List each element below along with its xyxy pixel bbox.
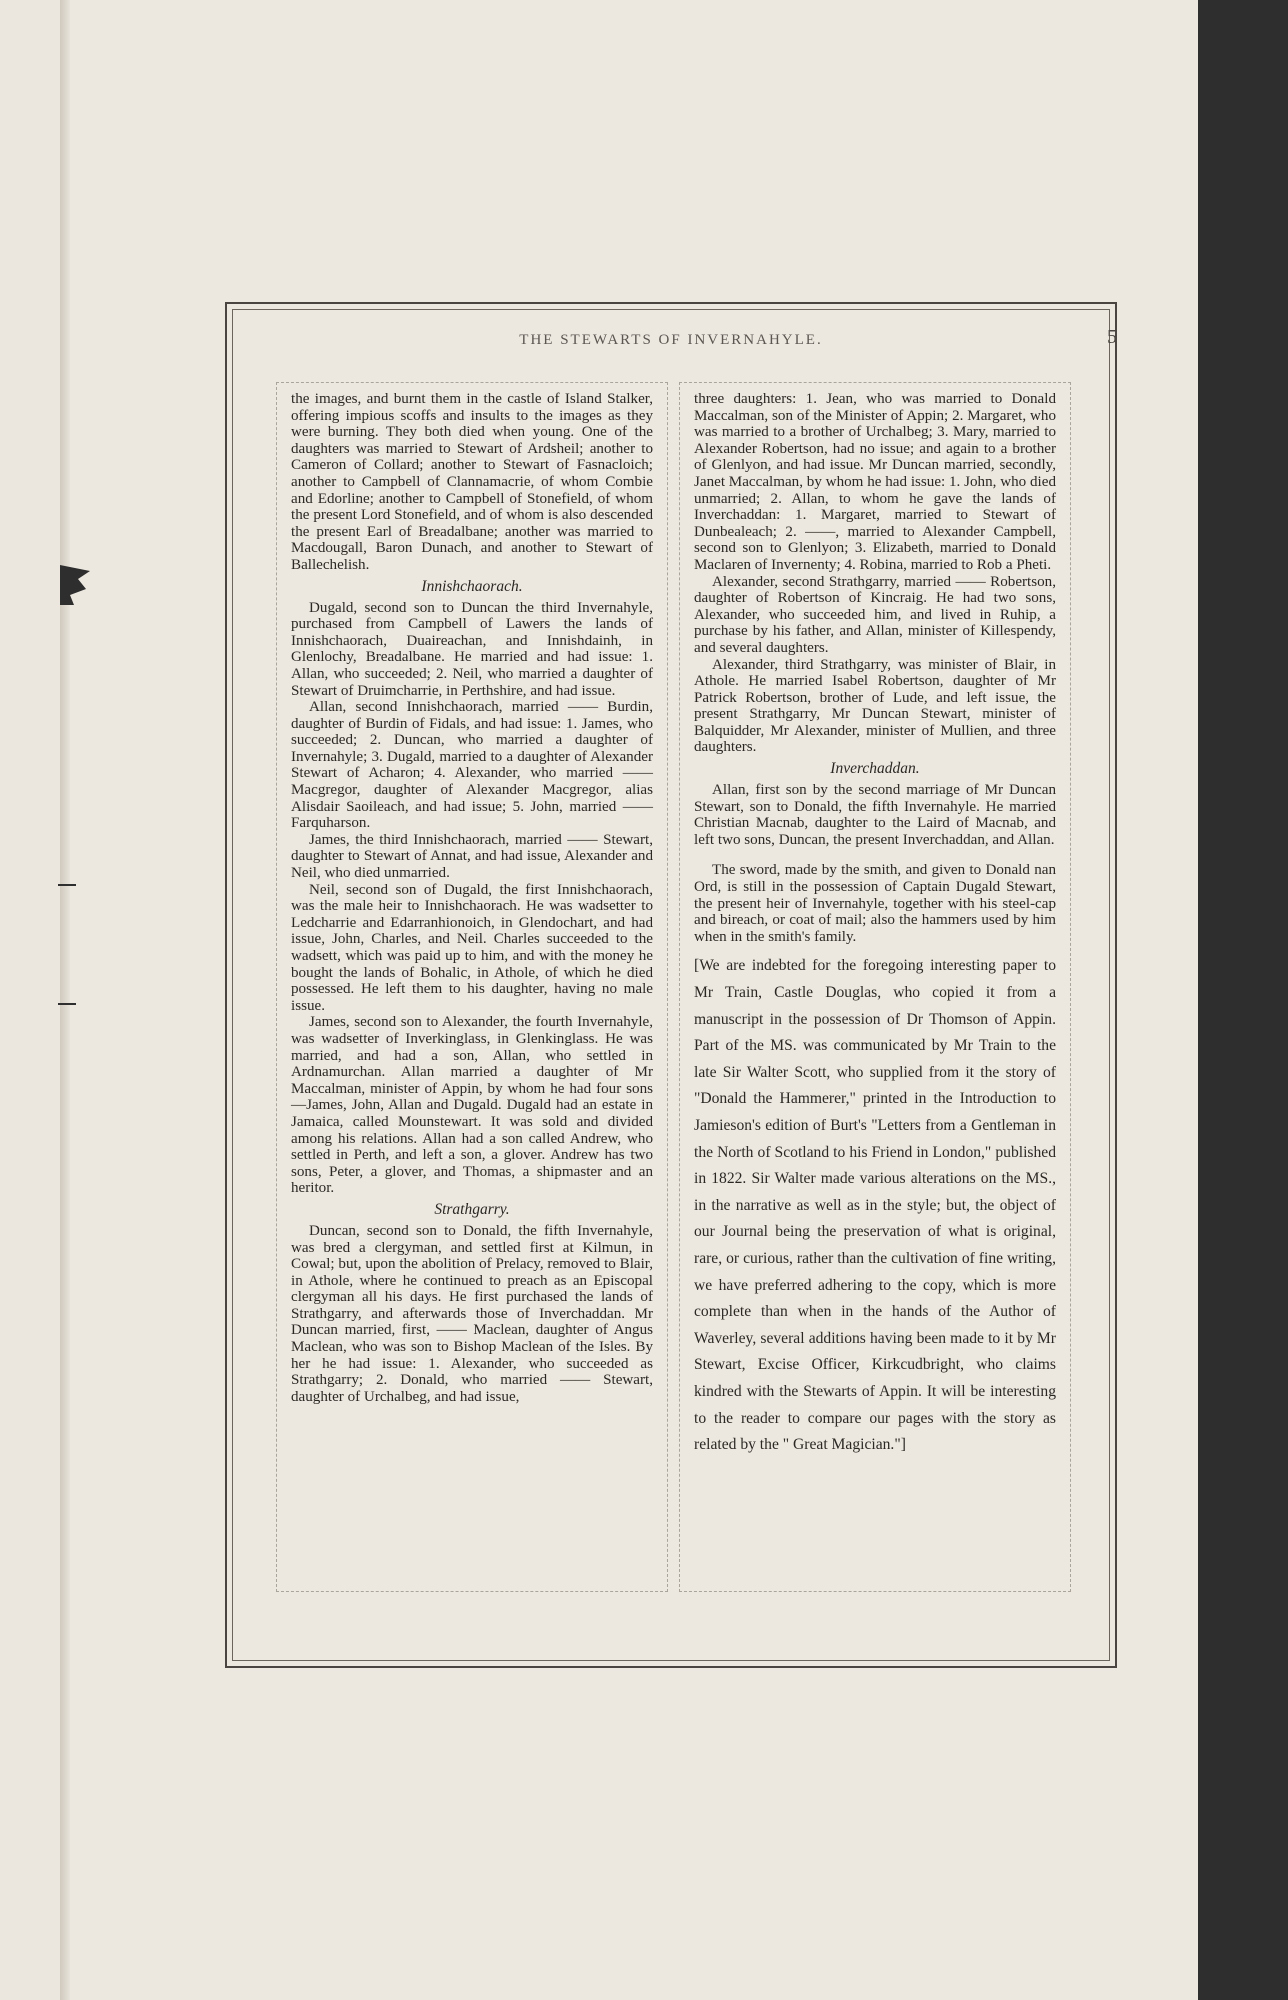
paragraph: Alexander, second Strathgarry, married —— Robertson, daughter of Robertson of Kincraig. He had two sons, Alexander, who succeeded him, and lived in Ruhip, a purchase by his father, and Allan, minister of Killespendy, and several daughters. [694, 573, 1056, 656]
page [70, 0, 1198, 2000]
editorial-note: [We are indebted for the foregoing interesting paper to Mr Train, Castle Douglas, who copied it from a manuscript in the possession of Dr Thomson of Appin. Part of the MS. was communicated by Mr Train to the late Sir Walter Scott, who supplied from it the story of "Donald the Hammerer," printed in the Introduction to Jamieson's edition of Burt's "Letters from a Gentleman in the North of Scotland to his Friend in London," published in 1822. Sir Walter made various alterations on the MS., in the narrative as well as in the style; but, the object of our Journal being the preservation of what is original, rare, or curious, rather than the cultivation of fine writing, we have preferred adhering to the copy, which is more complete than when in the hands of the Author of Waverley, several additions having been made to it by Mr Stewart, Excise Officer, Kirkcudbright, who claims kindred with the Stewarts of Appin. It will be interesting to the reader to compare our pages with the story as related by the " Great Magician."] [694, 957, 1056, 1454]
section-heading: Strathgarry. [434, 1200, 510, 1218]
paragraph: The sword, made by the smith, and given to Donald nan Ord, is still in the possession of Captain Dugald Stewart, the present heir of Invernahyle, together with his steel-cap and bireach, or coat of mail; also the hammers used by him when in the smith's family. [694, 862, 1056, 945]
running-head: THE STEWARTS OF INVERNAHYLE. [519, 332, 823, 348]
facing-page-edge [0, 0, 61, 2000]
torn-edge-mark [60, 565, 94, 605]
paragraph: three daughters: 1. Jean, who was married to Donald Maccalman, son of the Minister of Appin; 2. Margaret, who was married to a brother of Urchalbeg; 3. Mary, married to Alexander Robertson, had no issue; and again to a brother of Glenlyon, and had issue. Mr Duncan married, secondly, Janet Maccalman, by whom he had issue: 1. John, who died unmarried; 2. Allan, to whom he gave the lands of Inverchaddan: 1. Margaret, married to Stewart of Dunbealeach; 2. ——, married to Alexander Campbell, second son to Glenlyon; 3. Elizabeth, married to Donald Maclaren of Invernenty; 4. Robina, married to Rob a Pheti. [694, 391, 1056, 573]
section-heading: Inverchaddan. [830, 760, 920, 778]
paragraph: James, the third Innishchaorach, married —— Stewart, daughter to Stewart of Annat, and had issue, Alexander and Neil, who died unmarried. [291, 831, 653, 882]
section-heading: Innishchaorach. [421, 577, 523, 595]
page-number: 5 [1107, 326, 1117, 348]
paragraph: James, second son to Alexander, the fourth Invernahyle, was wadsetter of Inverkinglass, in Glenkinglass. He was married, and had a son, Allan, who settled in Ardnamurchan. Allan married a daughter of Mr Maccalman, minister of Appin, by whom he had four sons—James, John, Allan and Dugald. Dugald had an estate in Jamaica, called Mounstewart. It was sold and divided among his relations. Allan had a son called Andrew, who settled in Perth, and left a son, a glover. Andrew has two sons, Peter, a glover, and Thomas, a shipmaster and an heritor. [291, 1014, 653, 1197]
paragraph: Neil, second son of Dugald, the first Innishchaorach, was the male heir to Innishchaorach. He was wadsetter to Ledcharrie and Edarranhionoich, in Glendochart, and had issue, John, Charles, and Neil. Charles succeeded to the wadsett, which was paid up to him, and with the money he bought the lands of Bohalic, in Athole, of which he died possessed. He left them to his daughter, having no male issue. [291, 881, 653, 1014]
paragraph: the images, and burnt them in the castle of Island Stalker, offering impious scoffs and insults to the images as they were burning. They both died when young. One of the daughters was married to Stewart of Ardsheil; another to Cameron of Collard; another to Stewart of Fasnacloich; another to Campbell of Clannamacrie, of whom Combie and Edorline; another to Campbell of Stonefield, of whom the present Lord Stonefield, and of whom is also descended the present Earl of Breadalbane; another was married to Macdougall, Baron Dunach, and another to Stewart of Ballechelish. [291, 391, 653, 573]
page-border [225, 302, 1117, 1668]
background-dark [1198, 0, 1288, 2000]
paragraph: Allan, second Innishchaorach, married —— Burdin, daughter of Burdin of Fidals, and had issue: 1. James, who succeeded; 2. Duncan, who married a daughter of Invernahyle; 3. Dugald, married to a daughter of Alexander Stewart of Acharon; 4. Alexander, who married —— Macgregor, daughter of Alexander Macgregor, alias Alisdair Saoileach, and had issue; 5. John, married —— Farquharson. [291, 699, 653, 832]
gutter-shadow [60, 0, 70, 2000]
paragraph: Allan, first son by the second marriage of Mr Duncan Stewart, son to Donald, the fifth Invernahyle. He married Christian Macnab, daughter to the Laird of Macnab, and left two sons, Duncan, the present Inverchaddan, and Allan. [694, 782, 1056, 848]
paragraph: Alexander, third Strathgarry, was minister of Blair, in Athole. He married Isabel Robertson, daughter of Mr Patrick Robertson, brother of Lude, and left issue, the present Strathgarry, Mr Duncan Stewart, minister of Balquidder, Mr Alexander, minister of Mullien, and three daughters. [694, 656, 1056, 756]
right-column [679, 382, 1071, 1592]
paragraph: Dugald, second son to Duncan the third Invernahyle, purchased from Campbell of Lawers the lands of Innishchaorach, Duaireachan, and Innishdainh, in Glenlochy, Breadalbane. He married and had issue: 1. Allan, who succeeded; 2. Neil, who married a daughter of Stewart of Druimcharrie, in Perthshire, and had issue. [291, 599, 653, 699]
page-border-inner [232, 309, 1117, 1661]
paragraph: Duncan, second son to Donald, the fifth Invernahyle, was bred a clergyman, and settled first at Kilmun, in Cowal; but, upon the abolition of Prelacy, removed to Blair, in Athole, where he continued to preach as an Episcopal clergyman all his days. He first purchased the lands of Strathgarry, and afterwards those of Inverchaddan. Mr Duncan married, first, —— Maclean, daughter of Angus Maclean, who was son to Bishop Maclean of the Isles. By her he had issue: 1. Alexander, who succeeded as Strathgarry; 2. Donald, who married —— Stewart, daughter of Urchalbeg, and had issue, [291, 1222, 653, 1405]
edge-notch [58, 1003, 76, 1005]
left-column [276, 382, 668, 1592]
edge-notch [58, 884, 76, 886]
